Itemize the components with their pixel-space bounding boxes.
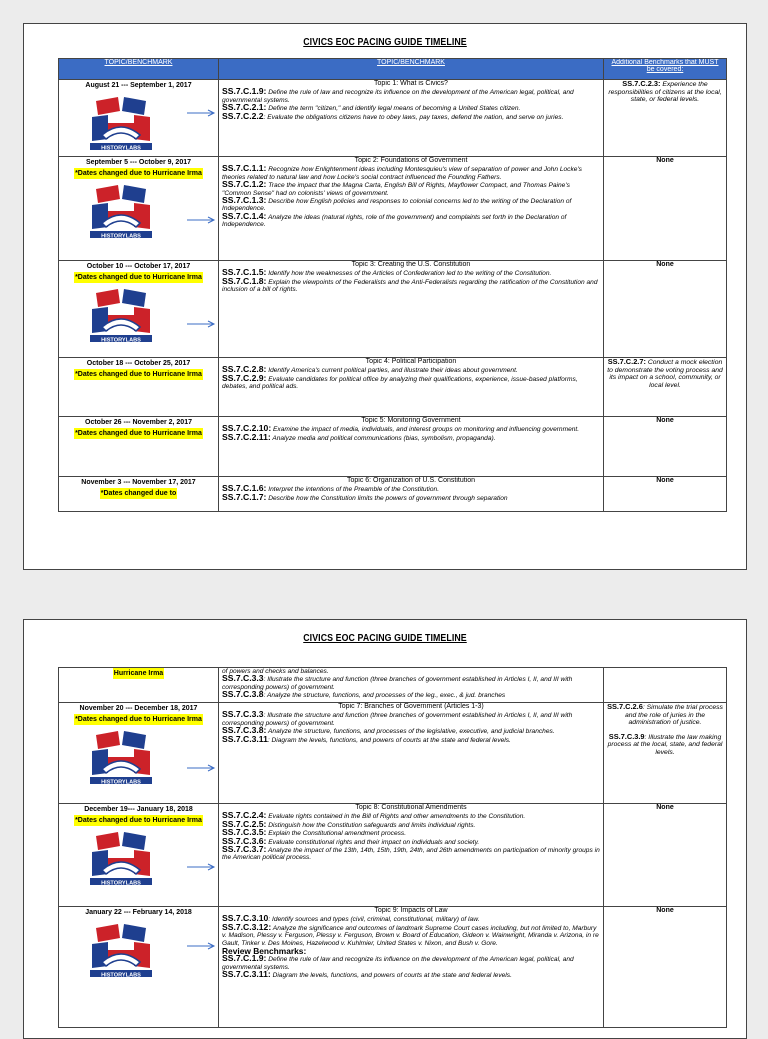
arrow-right-icon: [186, 319, 216, 329]
none-label: None: [656, 804, 674, 811]
table-row: [59, 477, 727, 512]
none-label: None: [656, 477, 674, 484]
topic-cell: [219, 157, 604, 261]
benchmark-text: Recognize how Enlightenment ideas including Montesquieu's view of separation of power and John Locke's theories related to natural law and how Locke's social contract influenced the Founding Fathers.: [222, 166, 582, 181]
benchmark-text: Define the term "citizen," and identify legal means of becoming a United States citizen.: [266, 105, 521, 113]
benchmark-line: [222, 104, 600, 112]
dates-changed-note: *Dates changed due to Hurricane Irma: [75, 817, 202, 824]
extra-cell: [604, 157, 727, 261]
document-page-1: [23, 23, 747, 570]
historylabs-logo-icon: [88, 287, 154, 343]
benchmark-text: Trace the impact that the Magna Carta, English Bill of Rights, Mayflower Compact, and Thomas Paine's "Common Sense" had on colonists' views of government.: [222, 182, 570, 197]
extra-cell: [604, 477, 727, 512]
benchmark-text: Analyze the ideas (natural rights, role of the government) and complaints set forth in the Declaration of Independence.: [222, 213, 567, 229]
table-row: [59, 157, 727, 261]
benchmark-line: [222, 88, 600, 104]
benchmark-text: Analyze media and political communications (bias, symbolism, propaganda).: [270, 434, 496, 442]
pacing-table: [58, 58, 727, 512]
benchmark-text: Analyze the impact of the 13th, 14th, 15th, 19th, 24th, and 26th amendments on participation of minority groups in the American political process.: [222, 847, 600, 862]
benchmark-text: Interpret the intentions of the Preamble of the Constitution.: [266, 486, 440, 494]
historylabs-logo-icon: [88, 922, 154, 978]
arrow-right-icon: [186, 862, 216, 872]
extra-cell: [604, 907, 727, 1028]
date-range: January 22 --- February 14, 2018: [85, 909, 192, 916]
benchmark-line: [222, 971, 600, 979]
benchmark-line: [222, 829, 600, 837]
extra-benchmark: [607, 358, 723, 389]
table-row: [59, 417, 727, 477]
topic-title: Topic 5: Monitoring Government: [361, 417, 461, 424]
dates-changed-note: *Dates changed due to Hurricane Irma: [75, 170, 202, 177]
pacing-table-continued: [58, 667, 727, 1028]
document-page-2: [23, 619, 747, 1039]
topic-cell: [219, 804, 604, 907]
extra-benchmark: [607, 733, 723, 757]
svg-text:HISTORYLABS: HISTORYLABS: [101, 337, 141, 343]
extra-cell: [604, 358, 727, 417]
svg-text:HISTORYLABS: HISTORYLABS: [101, 972, 141, 978]
date-range: September 5 --- October 9, 2017: [85, 159, 192, 166]
svg-text:HISTORYLABS: HISTORYLABS: [101, 779, 141, 785]
topic-cell: [219, 703, 604, 804]
benchmark-text: Identify how the weaknesses of the Articles of Confederation led to the writing of the Constitution.: [266, 270, 552, 278]
benchmark-code: SS.7.C.1.2:: [222, 179, 267, 190]
dates-changed-note: *Dates changed due to: [100, 490, 177, 497]
benchmark-code: SS.7.C.2.10:: [222, 423, 272, 434]
historylabs-logo-icon: [88, 95, 154, 151]
table-header-row: [59, 59, 727, 80]
topic-cell: [219, 417, 604, 477]
benchmark-line: [222, 210, 600, 229]
extra-cell: [604, 80, 727, 157]
benchmark-text: : Illustrate the law making process at the local, state, and federal levels.: [607, 733, 723, 756]
topic-cell: [219, 477, 604, 512]
none-label: None: [656, 907, 674, 914]
benchmark-code: SS.7.C.3.3: [222, 709, 264, 720]
benchmark-line: [222, 366, 600, 374]
date-cell: [59, 157, 219, 261]
date-range: December 19--- January 18, 2018: [84, 806, 193, 813]
benchmark-code: SS.7.C.3.7:: [222, 844, 267, 855]
benchmark-text: Examine the impact of media, individuals, and interest groups on monitoring and influencing government.: [271, 426, 580, 434]
extra-benchmark: [607, 80, 723, 104]
topic-cell: [219, 358, 604, 417]
benchmark-code: SS.7.C.3.3: [222, 673, 264, 684]
benchmark-code: SS.7.C.1.9:: [222, 86, 267, 97]
topic-title: Topic 1: What is Civics?: [374, 80, 448, 87]
date-range: November 3 --- November 17, 2017: [81, 479, 196, 486]
topic-cell: [219, 668, 604, 703]
topic-title: Topic 9: Impacts of Law: [374, 907, 448, 914]
extra-cell: [604, 804, 727, 907]
date-range: October 26 --- November 2, 2017: [85, 419, 192, 426]
table-row: [59, 703, 727, 804]
benchmark-text: Analyze the structure, functions, and processes of the legislative, executive, and judicial branches.: [266, 728, 555, 736]
benchmark-code: SS.7.C.1.7:: [222, 491, 267, 502]
benchmark-text: : Illustrate the structure and function (three branches of government established in Articles I, II, and III with corresponding powers) of government.: [222, 712, 573, 727]
benchmark-text: : Identify sources and types (civil, criminal, constitutional, military) of law.: [268, 916, 480, 924]
benchmark-text: Evaluate rights contained in the Bill of Rights and other amendments to the Constitution.: [266, 813, 526, 821]
benchmark-text: Describe how the Constitution limits the powers of government through separation: [266, 494, 508, 502]
date-cell: [59, 477, 219, 512]
historylabs-logo-icon: [88, 183, 154, 239]
benchmark-line: [222, 110, 600, 121]
date-range: November 20 --- December 18, 2017: [79, 705, 198, 712]
date-range: October 10 --- October 17, 2017: [86, 263, 191, 270]
benchmark-text: Define the rule of law and recognize its influence on the development of the American legal, political, and governmental systems.: [222, 956, 574, 971]
benchmark-line: [222, 269, 600, 277]
benchmark-line: [222, 818, 600, 829]
benchmark-code: SS.7.C.1.6:: [222, 483, 267, 494]
benchmark-code: SS.7.C.3.6:: [222, 835, 267, 846]
benchmark-line: [222, 691, 600, 699]
benchmark-code: SS.7.C.2.1:: [222, 102, 267, 113]
topic-title: Topic 2: Foundations of Government: [354, 157, 468, 164]
benchmark-text: : Simulate the trial process and the role of juries in the administration of justice.: [624, 704, 723, 727]
benchmark-text: : Diagram the levels, functions, and powers of courts at the state and federal levels.: [267, 736, 511, 744]
topic-title: Topic 4: Political Participation: [365, 358, 457, 365]
benchmark-code: SS.7.C.1.9:: [222, 953, 267, 964]
benchmark-code: SS.7.C.2.3:: [622, 79, 661, 88]
dates-changed-note: *Dates changed due to Hurricane Irma: [75, 430, 202, 437]
benchmark-code: SS.7.C.3.8:: [222, 725, 267, 736]
benchmark-line: [222, 275, 600, 294]
benchmark-code: SS.7.C.3.12:: [222, 921, 272, 932]
header-col3: Additional Benchmarks that MUST be covered:: [604, 59, 727, 80]
benchmark-text: Explain the viewpoints of the Federalists and the Anti-Federalists regarding the ratification of the Constitution and inclusion of a bill of rights.: [222, 278, 598, 294]
benchmark-text: : Evaluate the obligations citizens have to obey laws, pay taxes, defend the nation, and serve on juries.: [263, 113, 564, 121]
benchmark-line: [222, 485, 600, 493]
extra-cell: [604, 703, 727, 804]
benchmark-line: [222, 733, 600, 744]
benchmark-code: SS.7.C.2.2: [222, 110, 264, 121]
none-label: None: [656, 261, 674, 268]
table-row: [59, 80, 727, 157]
benchmark-code: SS.7.C.2.11:: [222, 431, 271, 442]
benchmark-code: SS.7.C.1.5:: [222, 267, 267, 278]
benchmark-code: SS.7.C.3.11: [222, 733, 268, 744]
benchmark-text: Distinguish how the Constitution safeguards and limits individual rights.: [266, 821, 476, 829]
benchmark-text: Evaluate candidates for political office by analyzing their qualifications, experience, issue-based platforms, debates, and political ads.: [222, 375, 578, 391]
benchmark-line: [222, 197, 600, 213]
benchmark-text: Define the rule of law and recognize its influence on the development of the American legal, political, and governmental systems.: [222, 89, 574, 104]
table-row: [59, 804, 727, 907]
extra-benchmark: [607, 703, 723, 727]
benchmark-code: SS.7.C.2.4:: [222, 810, 267, 821]
benchmark-text: Describe how English policies and responses to colonial concerns led to the writing of the Declaration of Independence.: [222, 198, 572, 213]
extra-cell: [604, 668, 727, 703]
extra-cell: [604, 261, 727, 358]
benchmark-code: SS.7.C.1.1:: [222, 163, 267, 174]
page-title: CIVICS EOC PACING GUIDE TIMELINE: [303, 37, 467, 48]
benchmark-code: SS.7.C.2.7:: [607, 357, 646, 366]
benchmark-code: SS.7.C.3.11:: [222, 969, 271, 980]
date-range: August 21 --- September 1, 2017: [85, 82, 192, 89]
page-title: CIVICS EOC PACING GUIDE TIMELINE: [303, 633, 467, 644]
benchmark-code: SS.7.C.2.5:: [222, 818, 267, 829]
benchmark-line: [222, 846, 600, 862]
benchmark-code: SS.7.C.1.8:: [222, 275, 267, 286]
benchmark-line: [222, 812, 600, 820]
benchmark-line: [222, 668, 600, 675]
table-row: [59, 261, 727, 358]
table-row: [59, 668, 727, 703]
benchmark-text: Conduct a mock election to demonstrate the voting process and its impact on a school, community, or local level.: [607, 359, 723, 389]
arrow-right-icon: [186, 108, 216, 118]
benchmark-code: SS.7.C.3.10: [222, 913, 269, 924]
arrow-right-icon: [186, 941, 216, 951]
date-cell: [59, 80, 219, 157]
benchmark-text: Evaluate constitutional rights and their impact on individuals and society.: [266, 838, 480, 846]
arrow-right-icon: [186, 763, 216, 773]
benchmark-text: Identify America's current political parties, and illustrate their ideas about government.: [266, 367, 518, 375]
benchmark-text: of powers and checks and balances.: [222, 668, 329, 675]
topic-title: Topic 8: Constitutional Amendments: [355, 804, 467, 811]
arrow-right-icon: [186, 215, 216, 225]
topic-title: Topic 3: Creating the U.S. Constitution: [351, 261, 471, 268]
benchmark-code: SS.7.C.3.9: [608, 731, 645, 741]
benchmark-code: SS.7.C.3.8: [222, 689, 264, 700]
benchmark-code: SS.7.C.1.4:: [222, 210, 267, 221]
benchmark-line: [222, 727, 600, 735]
date-cell: [59, 358, 219, 417]
benchmark-line: [222, 425, 600, 433]
benchmark-line: [222, 835, 600, 846]
topic-cell: [219, 80, 604, 157]
date-cell: [59, 417, 219, 477]
date-cell: [59, 668, 219, 703]
benchmark-line: [222, 921, 600, 947]
svg-text:HISTORYLABS: HISTORYLABS: [101, 233, 141, 239]
benchmark-text: Analyze the significance and outcomes of landmark Supreme Court cases including, but not limited to, Marbury v. Madison, Plessy v. Ferguson, Plessy v. Ferguson, Brown v. Board of Education, Gideon v. Wainwright, Miranda v. Arizona, in re Gault, Tinker v. Des Moines, Hazelwood v. Kuhlmier, United States v. Nixon, and Bush v. Gore.: [222, 924, 599, 947]
benchmark-line: [222, 165, 600, 181]
benchmark-line: [222, 431, 600, 442]
benchmark-code: SS.7.C.2.8:: [222, 364, 267, 375]
date-cell: [59, 907, 219, 1028]
benchmark-line: [222, 675, 600, 691]
table-row: [59, 907, 727, 1028]
benchmark-line: [222, 955, 600, 971]
historylabs-logo-icon: [88, 830, 154, 886]
svg-text:HISTORYLABS: HISTORYLABS: [101, 145, 141, 151]
benchmark-text: Explain the Constitutional amendment process.: [266, 830, 407, 838]
header-col1: TOPIC/BENCHMARK: [59, 59, 219, 80]
date-cell: [59, 804, 219, 907]
none-label: None: [656, 417, 674, 424]
benchmark-code: SS.7.C.2.6: [607, 702, 643, 711]
benchmark-code: SS.7.C.3.5:: [222, 827, 267, 838]
continued-date-note: Hurricane Irma: [113, 670, 164, 677]
date-cell: [59, 261, 219, 358]
benchmark-text: Diagram the levels, functions, and powers of courts at the state and federal levels.: [270, 972, 512, 980]
date-cell: [59, 703, 219, 804]
extra-cell: [604, 417, 727, 477]
review-benchmarks-label: Review Benchmarks:: [222, 946, 307, 957]
topic-cell: [219, 261, 604, 358]
dates-changed-note: *Dates changed due to Hurricane Irma: [75, 274, 202, 281]
benchmark-code: SS.7.C.1.3:: [222, 195, 267, 206]
none-label: None: [656, 157, 674, 164]
svg-text:HISTORYLABS: HISTORYLABS: [101, 880, 141, 886]
topic-title: Topic 6: Organization of U.S. Constitution: [346, 477, 475, 484]
benchmark-text: : Illustrate the structure and function (three branches of government established in Articles I, II, and III with corresponding powers) of government.: [222, 676, 573, 691]
historylabs-logo-icon: [88, 729, 154, 785]
benchmark-line: [222, 181, 600, 197]
benchmark-line: [222, 915, 600, 923]
benchmark-line: [222, 491, 600, 502]
dates-changed-note: *Dates changed due to Hurricane Irma: [75, 371, 202, 378]
topic-cell: [219, 907, 604, 1028]
benchmark-code: SS.7.C.2.9:: [222, 372, 267, 383]
benchmark-text: Experience the responsibilities of citizens at the local, state, or federal levels.: [608, 81, 722, 104]
topic-title: Topic 7: Branches of Government (Articles 1-3): [338, 703, 484, 710]
date-range: October 18 --- October 25, 2017: [86, 360, 191, 367]
benchmark-text: : Analyze the structure, functions, and processes of the leg., exec., & jud. branches: [263, 692, 506, 700]
benchmark-line: [222, 372, 600, 391]
table-row: [59, 358, 727, 417]
dates-changed-note: *Dates changed due to Hurricane Irma: [75, 716, 202, 723]
benchmark-line: [222, 711, 600, 727]
header-col2: TOPIC/BENCHMARK: [219, 59, 604, 80]
